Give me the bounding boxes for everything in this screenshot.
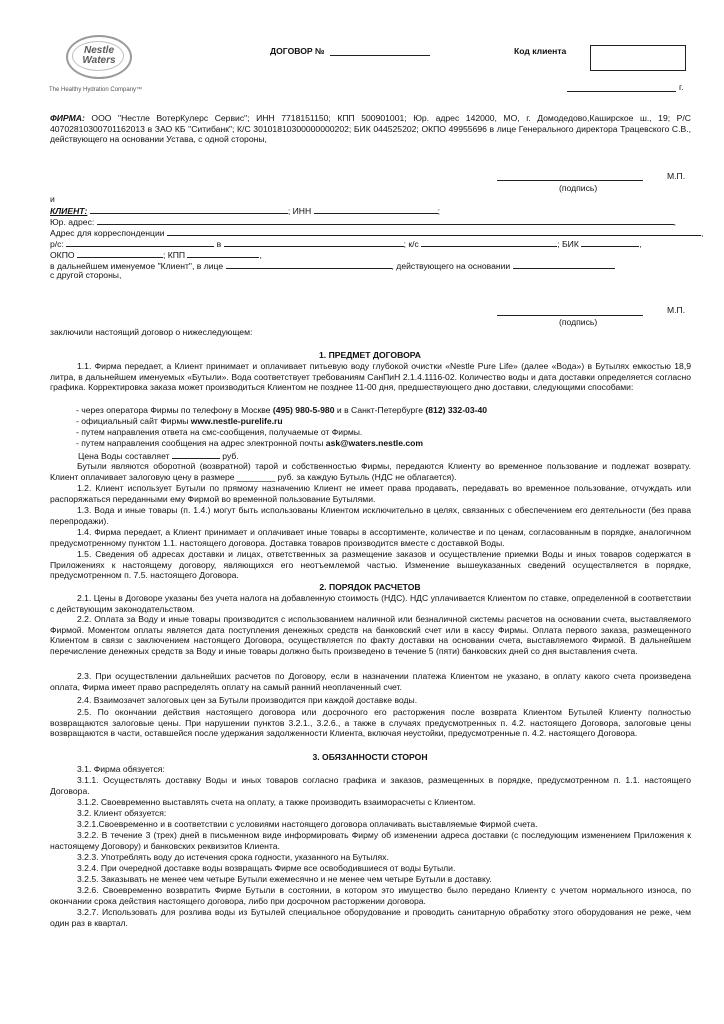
firm-stamp-label: М.П.	[667, 171, 686, 181]
clause-3-1: 3.1. Фирма обязуется:	[77, 764, 165, 774]
method-sms: - путем направления ответа на смс-сообщения, получаемые от Фирмы.	[76, 427, 363, 437]
kpp-field[interactable]	[187, 248, 259, 258]
clause-3-2-7: 3.2.7. Использовать для розлива воды из Бутылей специальное оборудование и проводить санитарную обработку этого оборудования не реже, чем один раз в квартал.	[50, 907, 691, 928]
client-line-5: ОКПО ; КПП ,	[50, 250, 262, 260]
corr-address-field[interactable]	[167, 226, 701, 236]
firm-details: ООО "Нестле ВотерКулерс Сервис"; ИНН 7718151150; КПП 500901001; Юр. адрес 142000, МО, г. Домодедово,Каширское ш., 19; Р/С 40702810300701162013 в ЗАО КБ "Ситибанк"; К/С 30101810300000000202; БИК 044525202; ОКПО 49955696 в лице Генерального директора Трацевского С.В., действующего на основании Устава, с одной стороны,	[50, 113, 691, 145]
logo-brand-top: Nestle	[83, 45, 114, 56]
method-website	[76, 416, 283, 427]
method-phone-text: - через оператора Фирмы по телефону в Москве	[76, 405, 273, 415]
section3-title: 3. ОБЯЗАННОСТИ СТОРОН	[312, 752, 428, 762]
bank-in-label: в	[216, 239, 222, 249]
bank-name-field[interactable]	[224, 237, 404, 247]
ks-label: ; к/с	[403, 239, 419, 249]
method-website-text: - официальный сайт Фирмы	[76, 416, 191, 426]
inn-label: ; ИНН	[287, 206, 312, 216]
clause-1-4: 1.4. Фирма передает, а Клиент принимает и оплачивает иные товары в ассортименте, количестве и по ценам, согласованным в порядке, аналогичном предусмотренному пунктом 1.1. настоящего договора. Доставка товаров производится вместе с доставкой Воды.	[50, 527, 691, 548]
date-field[interactable]	[567, 91, 676, 92]
client-line-2: Юр. адрес: ,	[50, 217, 677, 227]
clause-3-2-6: 3.2.6. Своевременно возвратить Фирме Бутыли в состоянии, в котором это имущество было передано Клиенту с учетом нормального износа, по окончании срока действия настоящего договора, либо при досрочном расторжении договора.	[50, 885, 691, 906]
clause-3-2-5: 3.2.5. Заказывать не менее чем четыре Бутыли ежемесячно и не менее чем четыре Бутыли в доставку.	[77, 874, 492, 884]
acting-basis-label: , действующего на основании	[391, 261, 511, 271]
named-in-person-label: в дальнейшем именуемое "Клиент", в лице	[50, 261, 224, 271]
client-label: КЛИЕНТ:	[50, 206, 88, 216]
clause-1-5: 1.5. Сведения об адресах доставки и лицах, ответственных за размещение заказов и осуществление приемки Воды и иных товаров содержатся в Приложениях к настоящему договору, являющихся его неотъемлемой частью. Изменение вышеуказанных сведений осуществляется в порядке, предусмотренном п. 7.5. настоящего Договора.	[50, 549, 691, 581]
water-price-line	[78, 449, 239, 462]
clause-2-2: 2.2. Оплата за Воду и иные товары производится с использованием наличной или безналичной системы расчетов на основании счета, выставляемого Фирмой. Моментом оплаты является дата поступления денежных средств на банковский счет или в кассу Фирмы. Оплата первого заказа, размещенного Клиентом в связи с заключением настоящего Договора, осуществляется по факту доставки на основании счета, выставляемого Фирмой. В дальнейшем перечисление денежных средств за Воду и иные товары должно быть произведено в течение 5 (пяти) банковских дней со дня выставления счета.	[50, 614, 691, 656]
firm-label: ФИРМА:	[50, 113, 85, 123]
firm-signature-line[interactable]	[497, 180, 643, 181]
clause-2-4: 2.4. Взаимозачет залоговых цен за Бутыли производится при каждой доставке воды.	[77, 695, 418, 705]
bik-field[interactable]	[581, 237, 639, 247]
rs-label: р/с:	[50, 239, 64, 249]
representative-field[interactable]	[226, 259, 392, 269]
year-suffix: г.	[679, 82, 684, 92]
client-stamp-label: М.П.	[667, 305, 686, 315]
client-line-1: КЛИЕНТ: ; ИНН ;	[50, 206, 440, 216]
method-email-text: - путем направления сообщения на адрес электронной почты	[76, 438, 326, 448]
client-name-field[interactable]	[90, 204, 288, 214]
water-price-unit: руб.	[222, 451, 239, 461]
clause-3-2: 3.2. Клиент обязуется:	[77, 808, 167, 818]
phone-spb[interactable]: (812) 332-03-40	[425, 405, 488, 415]
water-price-field[interactable]	[172, 449, 220, 459]
kpp-label: ; КПП	[162, 250, 186, 260]
clause-3-1-2: 3.1.2. Своевременно выставлять счета на оплату, а также производить взаиморасчеты с Клиентом.	[77, 797, 476, 807]
okpo-field[interactable]	[77, 248, 163, 258]
clause-3-2-2: 3.2.2. В течение 3 (трех) дней в письменном виде информировать Фирму об изменении адреса доставки (с последующим изменением Приложения к настоящему Договору) и банковских реквизитов Клиента.	[50, 830, 691, 851]
clause-1-2: 1.2. Клиент использует Бутыли по прямому назначению Клиент не имеет права продавать, передавать во временное пользование, отчуждать или распоряжаться переданными ему Фирмой во временной пользование Бутылями.	[50, 483, 691, 504]
clause-2-1: 2.1. Цены в Договоре указаны без учета налога на добавленную стоимость (НДС). НДС уплачивается Клиентом по ставке, определенной в соответствии с действующим законодательством.	[50, 593, 691, 614]
intro-text: заключили настоящий договор о нижеследующем:	[50, 327, 253, 337]
bottles-paragraph: Бутыли являются оборотной (возвратной) тарой и собственностью Фирмы, передаются Клиенту во временное пользование и подлежат возврату. Клиент оплачивает залоговую цену в размере ________ руб. за каждую Бутыль (НДС не облагается).	[50, 461, 691, 482]
contract-number-label: ДОГОВОР №	[270, 46, 325, 56]
website-link[interactable]: www.nestle-purelife.ru	[190, 416, 283, 426]
firm-signature-caption: (подпись)	[559, 183, 598, 193]
method-email	[76, 438, 423, 449]
water-price-label: Цена Воды составляет	[78, 451, 170, 461]
section1-title: 1. ПРЕДМЕТ ДОГОВОРА	[319, 350, 421, 360]
method-phone-mid: и в Санкт-Петербурге	[334, 405, 426, 415]
phone-moscow[interactable]: (495) 980-5-980	[272, 405, 335, 415]
clause-1-3: 1.3. Вода и иные товары (п. 1.4.) могут быть использованы Клиентом исключительно в целях, связанных с обеспечением его деятельности (без права перепродажи).	[50, 505, 691, 526]
bik-label: ; БИК	[557, 239, 579, 249]
contract-number-field[interactable]	[330, 55, 430, 56]
client-code-box[interactable]	[590, 45, 686, 71]
other-side: с другой стороны,	[50, 270, 122, 280]
clause-3-2-4: 3.2.4. При очередной доставке воды возвращать Фирме все освободившиеся от воды Бутыли.	[77, 863, 456, 873]
client-signature-line[interactable]	[497, 315, 643, 316]
method-phone	[76, 405, 487, 416]
client-line-3: Адрес для корреспонденции ,	[50, 228, 704, 238]
clause-3-1-1: 3.1.1. Осуществлять доставку Воды и иных товаров согласно графика и заказов, размещенных в порядке, предусмотренном п. 1.1. настоящего Договора.	[50, 775, 691, 796]
section2-title: 2. ПОРЯДОК РАСЧЕТОВ	[319, 582, 421, 592]
clause-2-5: 2.5. По окончании действия настоящего договора или досрочного его расторжения после возврата Клиентом Бутылей Клиенту полностью возвращаются залоговые цены. При нарушении пунктов 3.2.1., 3.2.6., а также в случаях предусмотренных п. 4.2. настоящего Договора, залоговые цены возвращаются в части, оставшейся после удержания задолженности Клиента, включая неустойки, предусмотренные п. 4.2. настоящего Договора.	[50, 707, 691, 739]
basis-field[interactable]	[513, 259, 615, 269]
rs-field[interactable]	[66, 237, 214, 247]
okpo-label: ОКПО	[50, 250, 75, 260]
clause-2-3: 2.3. При осуществлении дальнейших расчетов по Договору, если в назначении платежа Клиентом не указано, в оплату какого счета произведена оплата, Фирма имеет право распределять оплату на самый ранний неоплаченный счет.	[50, 671, 691, 692]
logo-brand-bottom: Waters	[82, 55, 116, 66]
clause-3-2-3: 3.2.3. Употреблять воду до истечения срока годности, указанного на Бутылях.	[77, 852, 389, 862]
email-link[interactable]: ask@waters.nestle.com	[325, 438, 424, 448]
clause-3-2-1: 3.2.1.Своевременно и в соответствии с условиями настоящего договора оплачивать выставляемые Фирмой счета.	[77, 819, 538, 829]
client-inn-field[interactable]	[314, 204, 438, 214]
client-line-4: р/с: в ; к/с ; БИК ,	[50, 239, 642, 249]
legal-address-label: Юр. адрес:	[50, 217, 95, 227]
firm-paragraph	[50, 113, 691, 145]
clause-1-1: 1.1. Фирма передает, а Клиент принимает и оплачивает питьевую воду глубокой очистки «Nestle Pure Life» (далее «Вода») в Бутылях емкостью 18,9 литра, в дальнейшем именуемых «Бутыли». Вода соответствует требованиям СанПиН 2.1.4.1116-02. Количество воды и дата доставки определяется согласно графика. Корректировка заказа может производиться Клиентом не позднее 11-00 дня, предшествующего дню доставки, следующими способами:	[50, 361, 691, 393]
and-word: и	[50, 194, 55, 204]
nestle-waters-logo	[66, 35, 132, 79]
logo-tagline: The Healthy Hydration Company™	[49, 87, 143, 93]
client-line-6	[50, 259, 615, 272]
corr-address-label: Адрес для корреспонденции	[50, 228, 165, 238]
legal-address-field[interactable]	[97, 215, 674, 225]
ks-field[interactable]	[421, 237, 557, 247]
client-signature-caption: (подпись)	[559, 317, 598, 327]
client-code-label: Код клиента	[514, 46, 567, 56]
